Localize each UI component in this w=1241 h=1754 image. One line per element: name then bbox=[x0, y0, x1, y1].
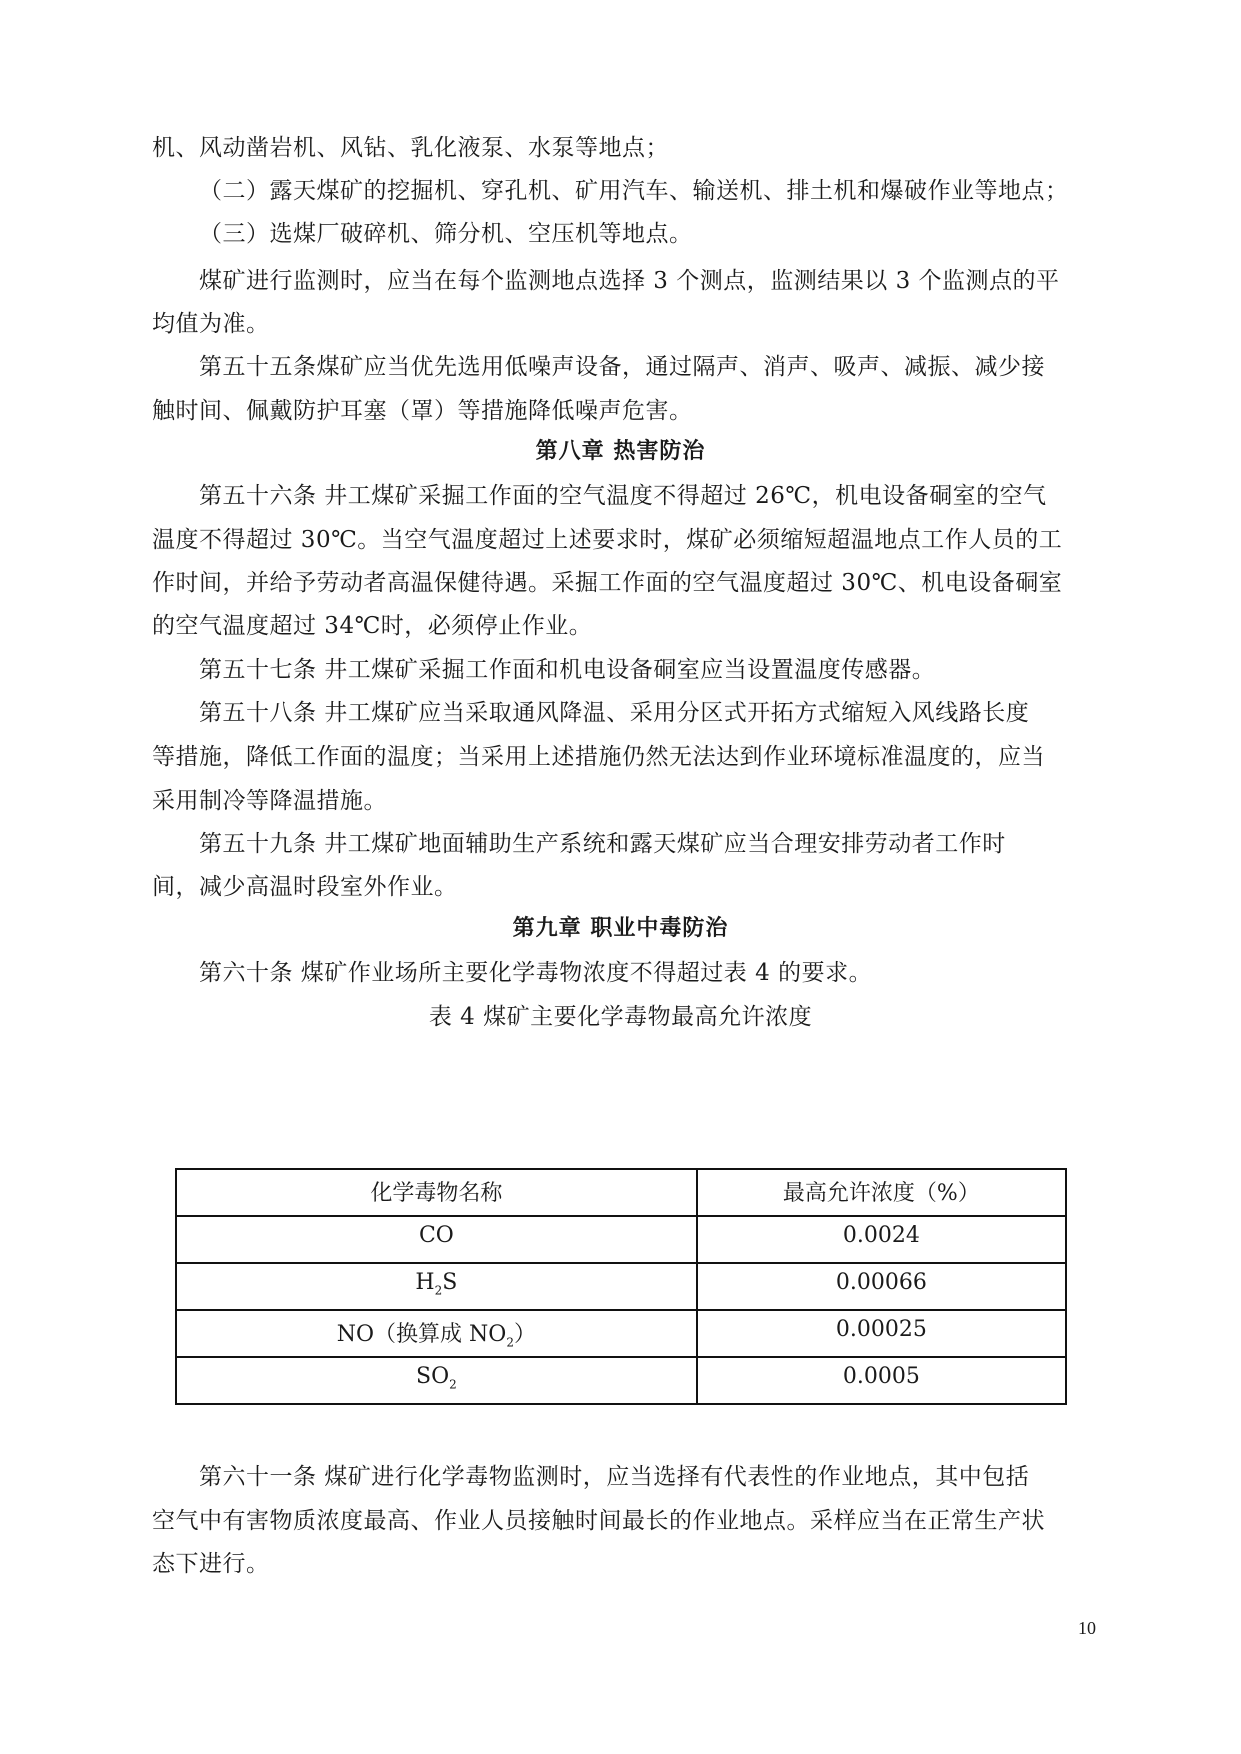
header-max-concentration: 最高允许浓度（%） bbox=[697, 1169, 1066, 1216]
toxic-substances-table bbox=[175, 1168, 1067, 1405]
list-item-2: （二）露天煤矿的挖掘机、穿孔机、矿用汽车、输送机、排土机和爆破作业等地点； bbox=[199, 178, 1069, 204]
concentration-value: 0.0024 bbox=[697, 1216, 1066, 1263]
article-59: 第五十九条 井工煤矿地面辅助生产系统和露天煤矿应当合理安排劳动者工作时 bbox=[199, 831, 1006, 857]
list-item-3: （三）选煤厂破碎机、筛分机、空压机等地点。 bbox=[199, 221, 693, 247]
formula-subscript: 2 bbox=[434, 1283, 443, 1298]
table-row bbox=[176, 1216, 1066, 1263]
formula-subscript: 2 bbox=[506, 1335, 514, 1350]
formula-tail: S bbox=[442, 1270, 458, 1295]
article-57: 第五十七条 井工煤矿采掘工作面和机电设备硐室应当设置温度传感器。 bbox=[199, 657, 936, 683]
chapter-8-heading: 第八章 热害防治 bbox=[535, 439, 706, 464]
substance-name: CO bbox=[176, 1216, 697, 1263]
formula-main: SO bbox=[416, 1364, 450, 1389]
table-row bbox=[176, 1357, 1066, 1404]
body-text-line: 作时间，并给予劳动者高温保健待遇。采掘工作面的空气温度超过 30℃、机电设备硐室 bbox=[152, 570, 1063, 596]
body-text-line: 空气中有害物质浓度最高、作业人员接触时间最长的作业地点。采样应当在正常生产状 bbox=[152, 1508, 1045, 1534]
article-58: 第五十八条 井工煤矿应当采取通风降温、采用分区式开拓方式缩短入风线路长度 bbox=[199, 700, 1030, 726]
concentration-value: 0.0005 bbox=[697, 1357, 1066, 1404]
table-header-row bbox=[176, 1169, 1066, 1216]
page-number: 10 bbox=[1078, 1618, 1096, 1638]
article-55: 第五十五条煤矿应当优先选用低噪声设备，通过隔声、消声、吸声、减振、减少接 bbox=[199, 354, 1045, 380]
body-text-line: 间，减少高温时段室外作业。 bbox=[152, 874, 458, 900]
chapter-9-heading: 第九章 职业中毒防治 bbox=[512, 916, 729, 941]
substance-name bbox=[176, 1310, 697, 1357]
table-row bbox=[176, 1263, 1066, 1310]
concentration-value: 0.00066 bbox=[697, 1263, 1066, 1310]
body-text-line: 均值为准。 bbox=[152, 311, 270, 337]
body-text-line: 煤矿进行监测时，应当在每个监测地点选择 3 个测点，监测结果以 3 个监测点的平 bbox=[199, 268, 1060, 294]
substance-name bbox=[176, 1357, 697, 1404]
table-caption: 表 4 煤矿主要化学毒物最高允许浓度 bbox=[428, 1004, 813, 1030]
formula-main: H bbox=[415, 1270, 435, 1295]
body-text-line: 态下进行。 bbox=[152, 1551, 270, 1577]
formula-main: NO（换算成 NO bbox=[336, 1322, 507, 1347]
article-60: 第六十条 煤矿作业场所主要化学毒物浓度不得超过表 4 的要求。 bbox=[199, 960, 873, 986]
body-text-line: 机、风动凿岩机、风钻、乳化液泵、水泵等地点； bbox=[152, 135, 669, 161]
article-56: 第五十六条 井工煤矿采掘工作面的空气温度不得超过 26℃，机电设备硐室的空气 bbox=[199, 483, 1047, 509]
table-row bbox=[176, 1310, 1066, 1357]
body-text-line: 的空气温度超过 34℃时，必须停止作业。 bbox=[152, 613, 593, 639]
substance-name bbox=[176, 1263, 697, 1310]
header-substance-name: 化学毒物名称 bbox=[176, 1169, 697, 1216]
formula-tail: ） bbox=[513, 1322, 536, 1347]
article-61: 第六十一条 煤矿进行化学毒物监测时，应当选择有代表性的作业地点，其中包括 bbox=[199, 1464, 1030, 1490]
body-text-line: 温度不得超过 30℃。当空气温度超过上述要求时，煤矿必须缩短超温地点工作人员的工 bbox=[152, 527, 1063, 553]
concentration-value: 0.00025 bbox=[697, 1310, 1066, 1357]
body-text-line: 采用制冷等降温措施。 bbox=[152, 788, 387, 814]
body-text-line: 触时间、佩戴防护耳塞（罩）等措施降低噪声危害。 bbox=[152, 398, 693, 424]
formula-subscript: 2 bbox=[449, 1377, 457, 1392]
body-text-line: 等措施，降低工作面的温度；当采用上述措施仍然无法达到作业环境标准温度的，应当 bbox=[152, 744, 1045, 770]
